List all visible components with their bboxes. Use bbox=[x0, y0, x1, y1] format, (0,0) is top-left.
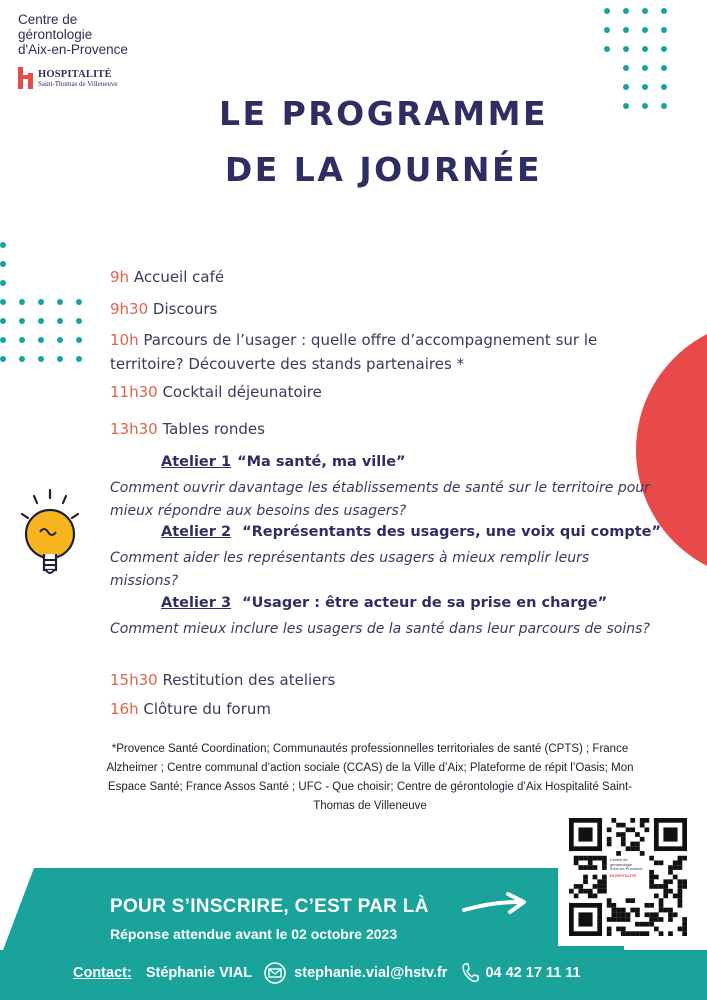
schedule-time: 10h bbox=[110, 331, 139, 349]
atelier-name: Atelier 3 bbox=[161, 595, 232, 611]
schedule-text: Accueil café bbox=[129, 268, 225, 286]
decorative-dot bbox=[623, 84, 629, 90]
schedule-item-cocktail bbox=[110, 383, 322, 401]
decorative-dot bbox=[642, 84, 648, 90]
schedule-text: Restitution des ateliers bbox=[157, 671, 336, 689]
qr-center-logo: Centre de gérontologie d'Aix-en-Provence HOSPITALITÉ bbox=[608, 856, 648, 896]
decorative-dot bbox=[604, 27, 610, 33]
atelier-3-question: Comment mieux inclure les usagers de la santé dans leur parcours de soins? bbox=[110, 621, 650, 637]
atelier-1-question: Comment ouvrir davantage les établissements de santé sur le territoire pour mieux répondre aux besoins des usagers? bbox=[110, 480, 650, 519]
decorative-dot bbox=[661, 46, 667, 52]
decorative-dot bbox=[604, 46, 610, 52]
decorative-dot bbox=[19, 356, 25, 362]
atelier-1-heading bbox=[161, 454, 406, 470]
schedule-time: 9h bbox=[110, 268, 130, 286]
phone-icon bbox=[461, 963, 479, 983]
decorative-dot bbox=[661, 27, 667, 33]
decorative-dot bbox=[642, 65, 648, 71]
schedule-text: Cocktail déjeunatoire bbox=[157, 383, 322, 401]
schedule-time: 13h30 bbox=[110, 420, 158, 438]
logo-line-1: Centre de bbox=[18, 12, 78, 27]
decorative-dot bbox=[642, 46, 648, 52]
decorative-dot bbox=[38, 299, 44, 305]
atelier-name: Atelier 1 bbox=[161, 454, 232, 470]
schedule-text: Clôture du forum bbox=[138, 700, 271, 718]
schedule-item-tables-rondes bbox=[110, 420, 265, 438]
atelier-2-question: Comment aider les représentants des usagers à mieux remplir leurs missions? bbox=[110, 550, 590, 589]
decorative-dot bbox=[623, 46, 629, 52]
decorative-dot bbox=[76, 299, 82, 305]
decorative-dot bbox=[19, 337, 25, 343]
logo-brand: HOSPITALITÉ bbox=[38, 68, 112, 80]
decorative-dot bbox=[76, 318, 82, 324]
registration-deadline: Réponse attendue avant le 02 octobre 2023 bbox=[110, 926, 398, 942]
decorative-dot bbox=[0, 318, 6, 324]
decorative-dot bbox=[38, 337, 44, 343]
contact-label: Contact: bbox=[73, 965, 132, 981]
decorative-dot bbox=[0, 280, 6, 286]
decorative-dot bbox=[623, 8, 629, 14]
contact-name: Stéphanie VIAL bbox=[145, 965, 253, 981]
schedule-item-cloture bbox=[110, 700, 271, 718]
logo-line-3: d'Aix-en-Provence bbox=[18, 42, 128, 57]
registration-cta[interactable]: POUR S’INSCRIRE, C’EST PAR LÀ bbox=[110, 896, 429, 917]
atelier-title: “Ma santé, ma ville” bbox=[237, 454, 406, 470]
atelier-title: “Usager : être acteur de sa prise en charge” bbox=[237, 595, 608, 611]
decorative-dot bbox=[661, 65, 667, 71]
schedule-item-restitution bbox=[110, 671, 335, 689]
decorative-dot bbox=[19, 299, 25, 305]
schedule-text: Discours bbox=[148, 300, 218, 318]
decorative-dot bbox=[0, 261, 6, 267]
schedule-item-discours bbox=[110, 300, 217, 318]
decorative-dot bbox=[661, 103, 667, 109]
decorative-dot bbox=[76, 356, 82, 362]
decorative-dot bbox=[661, 8, 667, 14]
schedule-time: 16h bbox=[110, 700, 139, 718]
decorative-dot bbox=[642, 27, 648, 33]
mail-icon bbox=[264, 962, 286, 984]
decorative-dot bbox=[623, 65, 629, 71]
lightbulb-icon bbox=[14, 488, 84, 583]
contact-line bbox=[73, 962, 581, 984]
decorative-dot bbox=[661, 84, 667, 90]
decorative-dot bbox=[623, 27, 629, 33]
schedule-time: 9h30 bbox=[110, 300, 149, 318]
schedule-time: 15h30 bbox=[110, 671, 158, 689]
decorative-dot bbox=[76, 337, 82, 343]
decorative-dot bbox=[19, 318, 25, 324]
decorative-dot bbox=[38, 318, 44, 324]
schedule-text: Tables rondes bbox=[157, 420, 265, 438]
partners-footnote: *Provence Santé Coordination; Communautés professionnelles territoriales de santé (CPTS) ; France Alzheimer ; Centre communal d’action sociale (CCAS) de la Ville d’Aix; Plateforme de répit l’Oasis; Mon Espace Santé; France Assos Santé ; UFC - Que choisir; Centre de gérontologie d’Aix Hospitalité Saint-Thomas de Villeneuve bbox=[106, 743, 634, 812]
schedule-item-parcours bbox=[110, 328, 640, 376]
atelier-3-heading bbox=[161, 595, 607, 611]
decorative-dot bbox=[0, 299, 6, 305]
decorative-dot bbox=[642, 103, 648, 109]
organization-logo bbox=[18, 12, 148, 89]
decorative-dot bbox=[623, 103, 629, 109]
hospitalite-mark bbox=[18, 67, 148, 89]
decorative-dot bbox=[57, 337, 63, 343]
decorative-dot bbox=[0, 242, 6, 248]
decorative-dot bbox=[0, 356, 6, 362]
arrow-right-icon bbox=[462, 892, 528, 918]
contact-email[interactable]: stephanie.vial@hstv.fr bbox=[294, 965, 448, 981]
atelier-name: Atelier 2 bbox=[161, 524, 232, 540]
decorative-dot bbox=[642, 8, 648, 14]
schedule-time: 11h30 bbox=[110, 383, 158, 401]
hospitalite-h-icon bbox=[18, 67, 34, 89]
page-title-line-2: DE LA JOURNÉE bbox=[224, 150, 543, 189]
footer-banner-edge bbox=[0, 868, 40, 958]
decorative-dot bbox=[57, 318, 63, 324]
contact-phone[interactable]: 04 42 17 11 11 bbox=[485, 965, 581, 981]
logo-brand-sub: Saint-Thomas de Villeneuve bbox=[38, 79, 118, 88]
decorative-dot bbox=[57, 356, 63, 362]
schedule-text: Parcours de l’usager : quelle offre d’accompagnement sur le territoire? Découverte des stands partenaires * bbox=[110, 331, 598, 373]
schedule-item-accueil bbox=[110, 268, 224, 286]
qr-code[interactable] bbox=[558, 808, 698, 946]
atelier-title: “Représentants des usagers, une voix qui compte” bbox=[237, 524, 661, 540]
decorative-dot bbox=[57, 299, 63, 305]
decorative-dot bbox=[38, 356, 44, 362]
decorative-red-circle bbox=[636, 320, 707, 580]
decorative-dot bbox=[604, 8, 610, 14]
page-title-line-1: LE PROGRAMME bbox=[219, 94, 548, 133]
logo-line-2: gérontologie bbox=[18, 27, 93, 42]
atelier-2-heading bbox=[161, 524, 661, 540]
decorative-dot bbox=[0, 337, 6, 343]
